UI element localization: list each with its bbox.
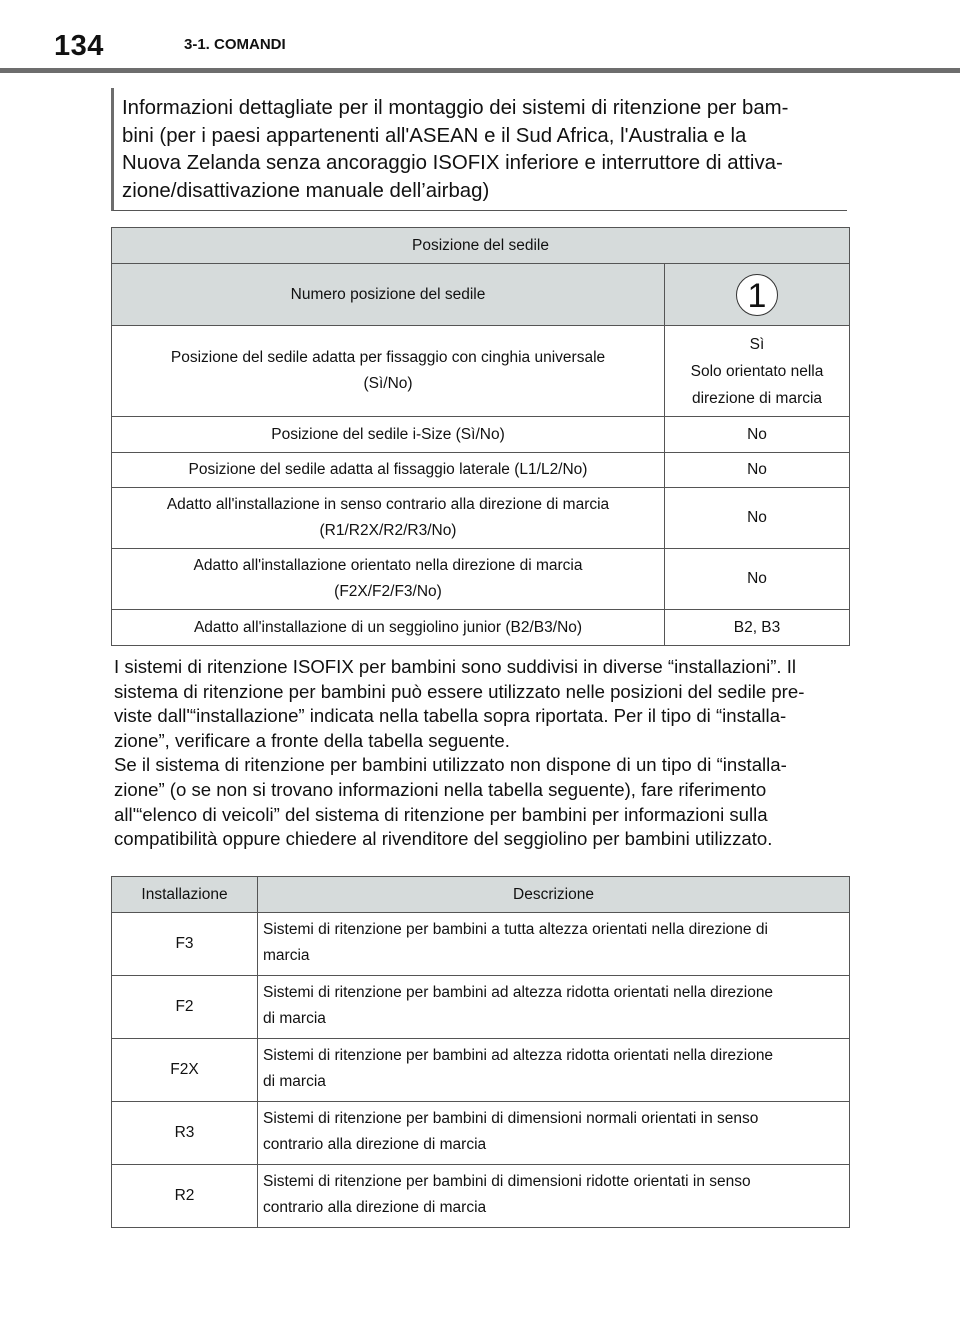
label-line: Adatto all'installazione orientato nella direzione di marcia bbox=[193, 557, 583, 574]
body-line: I sistemi di ritenzione ISOFIX per bambini sono suddivisi in diverse “installazioni”. Il bbox=[114, 656, 797, 677]
table-row bbox=[112, 610, 850, 646]
installation-code: F3 bbox=[112, 913, 258, 976]
installation-code: F2X bbox=[112, 1039, 258, 1102]
desc-line: Sistemi di ritenzione per bambini di dimensioni ridotte orientati in senso bbox=[263, 1173, 751, 1190]
table-cell-label bbox=[112, 488, 665, 549]
installation-code: R3 bbox=[112, 1102, 258, 1165]
column-header-description: Descrizione bbox=[258, 877, 850, 913]
table-row bbox=[112, 488, 850, 549]
table-cell-label: Adatto all'installazione di un seggiolino junior (B2/B3/No) bbox=[112, 610, 665, 646]
table-row bbox=[112, 326, 850, 417]
desc-line: contrario alla direzione di marcia bbox=[263, 1136, 487, 1153]
table-cell-label: Posizione del sedile adatta al fissaggio laterale (L1/L2/No) bbox=[112, 453, 665, 488]
seat-position-table bbox=[111, 227, 850, 646]
info-box-line: bini (per i paesi appartenenti all'ASEAN e il Sud Africa, l'Australia e la bbox=[122, 124, 747, 147]
seat-table-title: Posizione del sedile bbox=[112, 228, 850, 264]
desc-line: Sistemi di ritenzione per bambini di dimensioni normali orientati in senso bbox=[263, 1110, 759, 1127]
label-line: (R1/R2X/R2/R3/No) bbox=[319, 522, 457, 539]
page-number: 134 bbox=[54, 30, 104, 62]
header-divider bbox=[0, 68, 960, 73]
body-line: compatibilità oppure chiedere al rivenditore del seggiolino per bambini utilizzato. bbox=[114, 828, 773, 850]
table-cell-value: No bbox=[665, 453, 850, 488]
table-row bbox=[112, 1102, 850, 1165]
installation-description bbox=[258, 1102, 850, 1165]
body-line: all'“elenco di veicoli” del sistema di ritenzione per bambini per informazioni sulla bbox=[114, 803, 768, 825]
desc-line: Sistemi di ritenzione per bambini a tutta altezza orientati nella direzione di bbox=[263, 921, 768, 938]
installation-code: R2 bbox=[112, 1165, 258, 1228]
value-line: Solo orientato nella bbox=[690, 362, 824, 380]
installation-description bbox=[258, 1165, 850, 1228]
seat-number: 1 bbox=[747, 276, 767, 315]
label-line: Posizione del sedile adatta per fissaggio con cinghia universale bbox=[170, 349, 606, 366]
table-cell-value bbox=[665, 326, 850, 417]
value-line: direzione di marcia bbox=[691, 389, 823, 407]
table-cell-label bbox=[112, 326, 665, 417]
table-cell-value: B2, B3 bbox=[665, 610, 850, 646]
table-row bbox=[112, 976, 850, 1039]
info-box-line: zione/disattivazione manuale dell’airbag) bbox=[122, 179, 490, 202]
desc-line: Sistemi di ritenzione per bambini ad altezza ridotta orientati nella direzione bbox=[263, 984, 774, 1001]
desc-line: di marcia bbox=[263, 1010, 326, 1027]
label-line: (Sì/No) bbox=[363, 375, 413, 392]
table-cell-label bbox=[112, 549, 665, 610]
body-text bbox=[114, 655, 854, 852]
desc-line: Sistemi di ritenzione per bambini ad altezza ridotta orientati nella direzione bbox=[263, 1047, 774, 1064]
body-line: zione”, verificare a fronte della tabella seguente. bbox=[114, 729, 510, 751]
body-line: sistema di ritenzione per bambini può essere utilizzato nelle posizioni del sedile pre- bbox=[114, 680, 805, 702]
seat-number-badge bbox=[736, 274, 778, 316]
seat-number-cell bbox=[665, 264, 850, 326]
page-header bbox=[0, 0, 960, 76]
body-line: Se il sistema di ritenzione per bambini utilizzato non dispone di un tipo di “installa- bbox=[114, 754, 787, 776]
info-box-text bbox=[122, 95, 844, 205]
table-row bbox=[112, 549, 850, 610]
body-line: zione” (o se non si trovano informazioni nella tabella seguente), fare riferimento bbox=[114, 778, 767, 800]
seat-number-label: Numero posizione del sedile bbox=[112, 264, 665, 326]
installation-code: F2 bbox=[112, 976, 258, 1039]
label-line: Adatto all'installazione in senso contrario alla direzione di marcia bbox=[166, 496, 610, 513]
column-header-installation: Installazione bbox=[112, 877, 258, 913]
table-row bbox=[112, 913, 850, 976]
label-line: (F2X/F2/F3/No) bbox=[334, 583, 442, 600]
table-row bbox=[112, 1039, 850, 1102]
table-cell-value: No bbox=[665, 417, 850, 453]
table-row bbox=[112, 264, 850, 326]
table-header-row bbox=[112, 877, 850, 913]
info-box bbox=[111, 88, 847, 211]
table-row bbox=[112, 228, 850, 264]
table-cell-value: No bbox=[665, 549, 850, 610]
installation-table bbox=[111, 876, 850, 1228]
table-row bbox=[112, 1165, 850, 1228]
table-row bbox=[112, 417, 850, 453]
installation-description bbox=[258, 976, 850, 1039]
desc-line: di marcia bbox=[263, 1073, 326, 1090]
value-line: Sì bbox=[749, 335, 765, 353]
desc-line: marcia bbox=[263, 947, 310, 964]
info-box-line: Nuova Zelanda senza ancoraggio ISOFIX inferiore e interruttore di attiva- bbox=[122, 152, 783, 174]
table-row bbox=[112, 453, 850, 488]
section-title: 3-1. COMANDI bbox=[184, 36, 286, 53]
table-cell-label: Posizione del sedile i-Size (Sì/No) bbox=[112, 417, 665, 453]
desc-line: contrario alla direzione di marcia bbox=[263, 1199, 487, 1216]
info-box-line: Informazioni dettagliate per il montaggio dei sistemi di ritenzione per bam- bbox=[122, 97, 789, 119]
table-cell-value: No bbox=[665, 488, 850, 549]
body-line: viste dall'“installazione” indicata nella tabella sopra riportata. Per il tipo di “installa- bbox=[114, 705, 787, 727]
installation-description bbox=[258, 1039, 850, 1102]
installation-description bbox=[258, 913, 850, 976]
